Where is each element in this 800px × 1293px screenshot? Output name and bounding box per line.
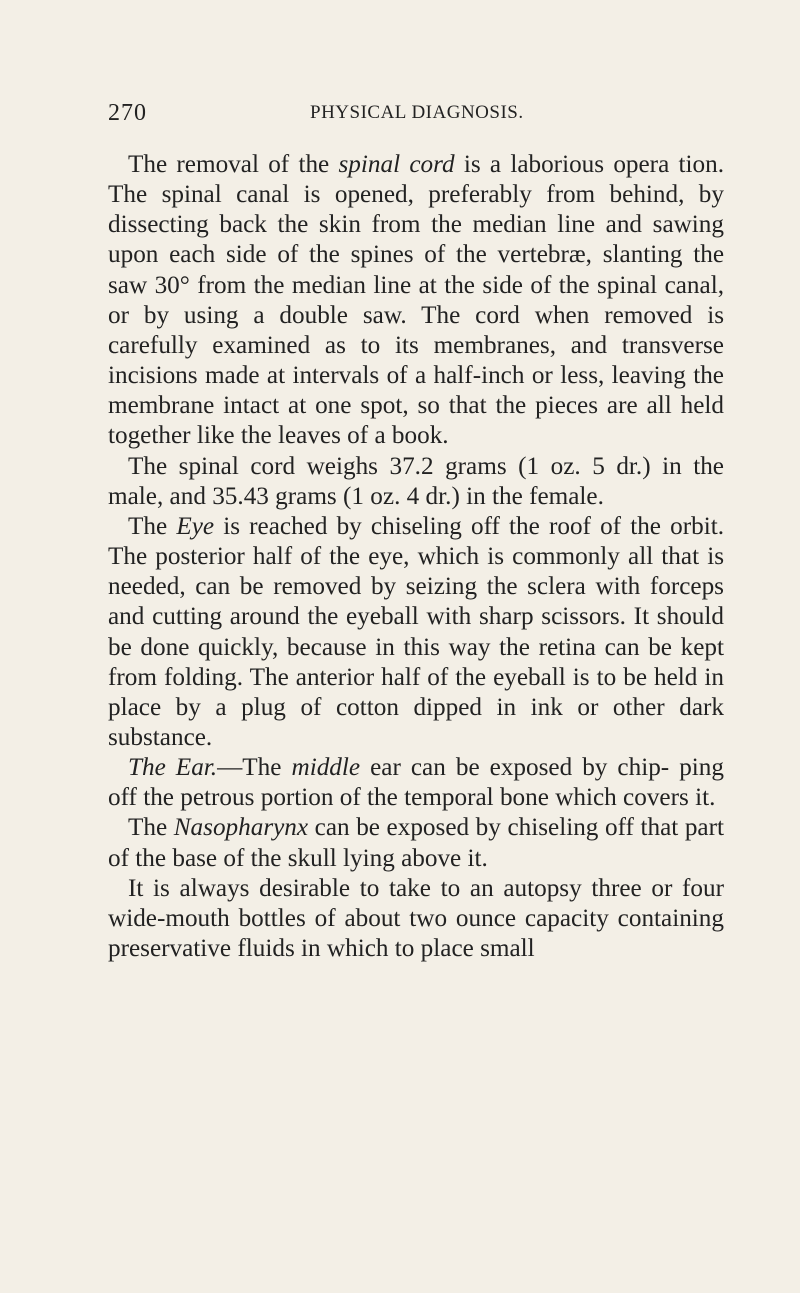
italic-term-nasopharynx: Nasopharynx <box>173 814 309 842</box>
paragraph-spinal-cord-removal <box>108 150 724 452</box>
text-run: The removal of the <box>128 151 339 178</box>
text-run: is a laborious opera tion. The spinal canal is opened, preferably from behind, by dissecting back the skin from the median line and sawing upon each side of the spines of the vertebræ, slanting the saw 30° from the median line at the side of the spinal canal, or by using a double saw. The cord when removed is carefully examined as to its membranes, and transverse incisions made at intervals of a half-inch or less, leaving the membrane intact at one spot, so that the pieces are all held together like the leaves of a book. <box>108 151 724 450</box>
paragraph-autopsy-bottles: It is always desirable to take to an autopsy three or four wide-mouth bottles of about two ounce capacity containing preservative fluids in which to place small <box>108 874 724 963</box>
body-text <box>108 150 724 964</box>
text-run: can be exposed by chiseling off that part of the base of the skull lying above it. <box>108 814 724 872</box>
paragraph-eye <box>108 512 724 753</box>
paragraph-ear <box>108 753 724 813</box>
italic-term-eye: Eye <box>176 512 215 540</box>
italic-term-ear: The Ear. <box>128 754 218 782</box>
italic-term-spinal-cord: spinal cord <box>338 151 455 178</box>
text-run: is reached by chiseling off the roof of the orbit. The posterior half of the eye, which is commonly all that is needed, can be removed by seizing the sclera with forceps and cutting around the eyeball with sharp scissors. It should be done quickly, because in this way the retina can be kept from folding. The anterior half of the eyeball is to be held in place by a plug of cotton dipped in ink or other dark substance. <box>108 512 724 751</box>
text-run: ear can be exposed by chip- ping off the petrous portion of the temporal bone which covers it. <box>108 754 724 812</box>
paragraph-spinal-cord-weight: The spinal cord weighs 37.2 grams (1 oz. 5 dr.) in the male, and 35.43 grams (1 oz. 4 dr.) in the female. <box>108 452 724 510</box>
running-title: PHYSICAL DIAGNOSIS. <box>310 102 524 123</box>
text-run: The <box>128 512 177 540</box>
paragraph-nasopharynx <box>108 813 724 873</box>
text-run: —The <box>217 754 292 782</box>
running-head <box>108 100 728 130</box>
page-number: 270 <box>108 100 147 126</box>
text-run: The <box>128 814 174 842</box>
italic-term-middle: middle <box>291 754 361 782</box>
